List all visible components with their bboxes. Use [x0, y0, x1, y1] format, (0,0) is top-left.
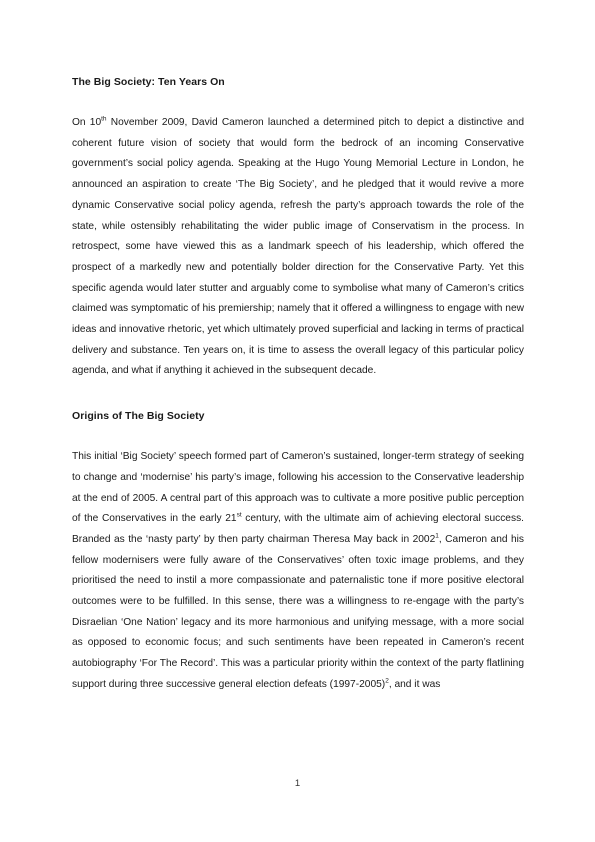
- page-content: [72, 72, 524, 696]
- footnote-ref-1[interactable]: 1: [435, 532, 439, 540]
- intro-text-1: On 10: [72, 117, 102, 128]
- page-number: 1: [294, 778, 301, 789]
- origins-text-1: This initial ‘Big Society’ speech formed part of Cameron’s sustained, longer-term strategy of seeking to change and ‘modernise’ his party’s image, following his accession to the Conservative leadership at the end of 2005. A central part of this approach was to cultivate a more positive public perception of the Conservatives in the early 21: [72, 451, 524, 525]
- intro-superscript-th: th: [101, 115, 107, 123]
- intro-text-2: November 2009, David Cameron launched a determined pitch to depict a distinctive and coherent future vision of society that would form the bedrock of an incoming Conservative government’s social policy agenda. Speaking at the Hugo Young Memorial Lecture in London, he announced an aspiration to create ‘The Big Society’, and he pledged that it would revive a more dynamic Conservative social policy agenda, refresh the party’s approach towards the role of the state, while ostensibly rehabilitating the wider public image of Conservatism in the process. In retrospect, some have viewed this as a landmark speech of his leadership, which offered the prospect of a markedly new and potentially bolder direction for the Conservative Party. Yet this specific agenda would later stutter and arguably come to symbolise what many of Cameron’s critics claimed was symptomatic of his premiership; namely that it offered a willingness to engage with new ideas and innovative rhetoric, yet which ultimately proved superficial and lacking in terms of practical delivery and substance. Ten years on, it is time to assess the overall legacy of this particular policy agenda, and what if anything it achieved in the subsequent decade.: [72, 117, 524, 377]
- origins-text-4: , and it was: [388, 678, 441, 690]
- origins-text-2: century, with the ultimate aim of achieving electoral success. Branded as the ‘nasty party’ by then party chairman Theresa May back in 2002: [72, 513, 524, 545]
- section-heading-origins: Origins of The Big Society: [72, 410, 205, 423]
- document-title: The Big Society: Ten Years On: [72, 76, 225, 88]
- origins-superscript-st: st: [236, 511, 242, 519]
- origins-paragraph: [72, 447, 524, 695]
- footnote-ref-2[interactable]: 2: [385, 677, 389, 685]
- intro-paragraph: [72, 113, 524, 382]
- origins-text-3: , Cameron and his fellow modernisers were fully aware of the Conservatives’ often toxic image problems, and they prioritised the need to instil a more compassionate and paternalistic tone if more positive electoral outcomes were to be fulfilled. In this sense, there was a willingness to re-engage with the party’s Disraelian ‘One Nation’ legacy and its more harmonious and unifying message, with a more social as opposed to economic focus; and such sentiments have been repeated in Cameron’s recent autobiography ‘For The Record’. This was a particular priority within the context of the party flatlining support during three successive general election defeats (1997-2005): [72, 533, 525, 690]
